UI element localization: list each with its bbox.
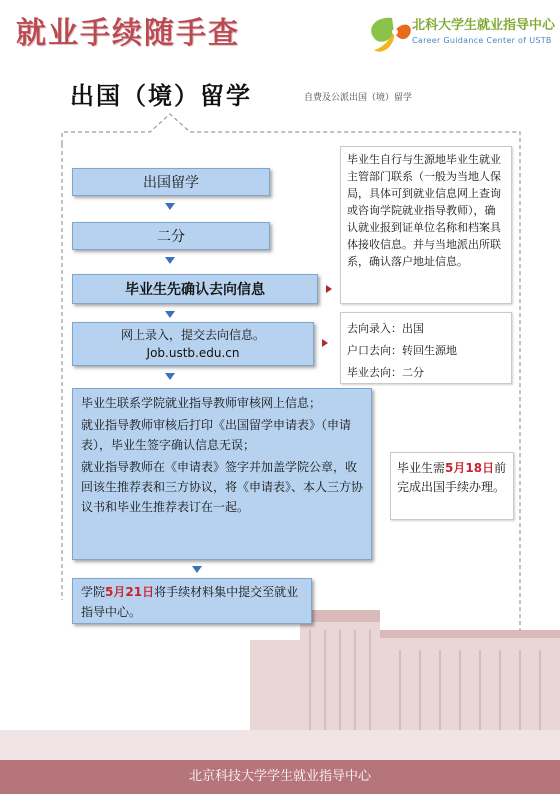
step-submit-date: 5月21日 bbox=[105, 585, 155, 599]
note-entry-values bbox=[340, 312, 512, 384]
logo-subtext: Career Guidance Center of USTB bbox=[412, 36, 552, 45]
step-teacher-review-p3: 就业指导教师在《申请表》签字并加盖学院公章，收回该生推荐表和三方协议，将《申请表》、本人三方协议书和毕业生推荐表订在一起。 bbox=[81, 460, 364, 514]
note-deadline-pre: 毕业生需 bbox=[397, 461, 446, 475]
step-teacher-review-p1: 毕业生联系学院就业指导教师审核网上信息； bbox=[81, 396, 322, 410]
step-confirm-destination-label: 毕业生先确认去向信息 bbox=[125, 282, 265, 298]
step-online-entry-line1: 网上录入，提交去向信息。 bbox=[120, 328, 265, 342]
section-title: 出国（境）留学 bbox=[70, 82, 252, 110]
arrow-down-icon bbox=[192, 566, 202, 573]
logo-text: 北科大学生就业指导中心 bbox=[412, 18, 556, 33]
arrow-right-icon bbox=[322, 339, 328, 347]
note-deadline-post: 前完成出国手续办理。 bbox=[397, 461, 507, 494]
note-entry-destination: 去向录入：出国 bbox=[347, 322, 424, 335]
note-entry-graduation: 毕业去向：二分 bbox=[347, 366, 424, 379]
note-contact-authorities bbox=[340, 146, 512, 304]
footer-text: 北京科技大学学生就业指导中心 bbox=[188, 769, 371, 784]
job-site-link: Job.ustb.edu.cn bbox=[146, 346, 240, 360]
note-contact-authorities-text: 毕业生自行与生源地毕业生就业主管部门联系（一般为当地人保局，具体可到就业信息网上查询或咨询学院就业指导教师），确认就业报到证单位名称和档案具体接收信息。并与当地派出所联系，确认落户地址信息。 bbox=[347, 153, 501, 268]
arrow-down-icon bbox=[165, 257, 175, 264]
step-submit-post: 将手续材料集中提交至就业指导中心。 bbox=[81, 585, 299, 619]
step-second-allocation bbox=[72, 222, 270, 250]
page-title: 就业手续随手查 bbox=[16, 16, 240, 51]
section-note: 自费及公派出国（境）留学 bbox=[304, 93, 413, 103]
arrow-down-icon bbox=[165, 373, 175, 380]
step-teacher-review bbox=[72, 388, 372, 560]
arrow-down-icon bbox=[165, 203, 175, 210]
step-submit-pre: 学院 bbox=[81, 585, 106, 599]
step-online-entry bbox=[72, 322, 314, 366]
step-study-abroad-label: 出国留学 bbox=[143, 175, 199, 191]
arrow-down-icon bbox=[165, 311, 175, 318]
step-confirm-destination bbox=[72, 274, 318, 304]
step-submit-materials bbox=[72, 578, 312, 624]
note-deadline-date: 5月18日 bbox=[445, 461, 495, 475]
note-entry-household: 户口去向：转回生源地 bbox=[347, 344, 457, 357]
step-teacher-review-p2: 就业指导教师审核后打印《出国留学申请表》（申请表），毕业生签字确认信息无误； bbox=[81, 418, 352, 452]
arrow-right-icon bbox=[326, 285, 332, 293]
step-second-allocation-label: 二分 bbox=[157, 229, 185, 245]
note-deadline bbox=[390, 452, 514, 520]
step-study-abroad bbox=[72, 168, 270, 196]
